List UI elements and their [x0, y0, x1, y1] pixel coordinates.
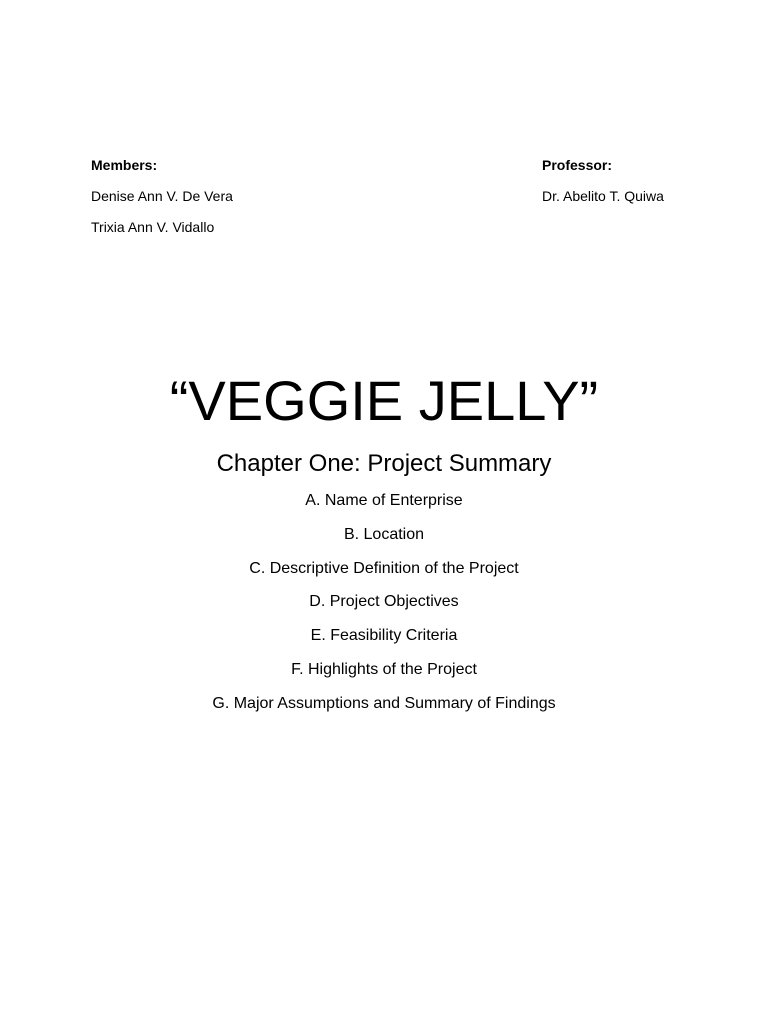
- member-name: Denise Ann V. De Vera: [91, 188, 233, 204]
- section-item: D. Project Objectives: [309, 593, 459, 611]
- chapter-heading: Chapter One: Project Summary: [216, 450, 552, 477]
- section-item: F. Highlights of the Project: [291, 660, 477, 678]
- section-item: A. Name of Enterprise: [305, 492, 463, 509]
- project-title: “VEGGIE JELLY”: [169, 369, 599, 432]
- section-item: C. Descriptive Definition of the Project: [249, 559, 519, 577]
- members-block: [91, 156, 233, 249]
- professor-block: [542, 156, 664, 218]
- section-list: [0, 490, 768, 727]
- section-item: E. Feasibility Criteria: [310, 627, 458, 645]
- professor-label: Professor:: [542, 157, 613, 173]
- member-name: Trixia Ann V. Vidallo: [91, 219, 215, 235]
- members-label: Members:: [91, 157, 158, 173]
- professor-name: Dr. Abelito T. Quiwa: [542, 188, 664, 204]
- section-item: G. Major Assumptions and Summary of Findings: [212, 694, 556, 712]
- section-item: B. Location: [343, 525, 425, 543]
